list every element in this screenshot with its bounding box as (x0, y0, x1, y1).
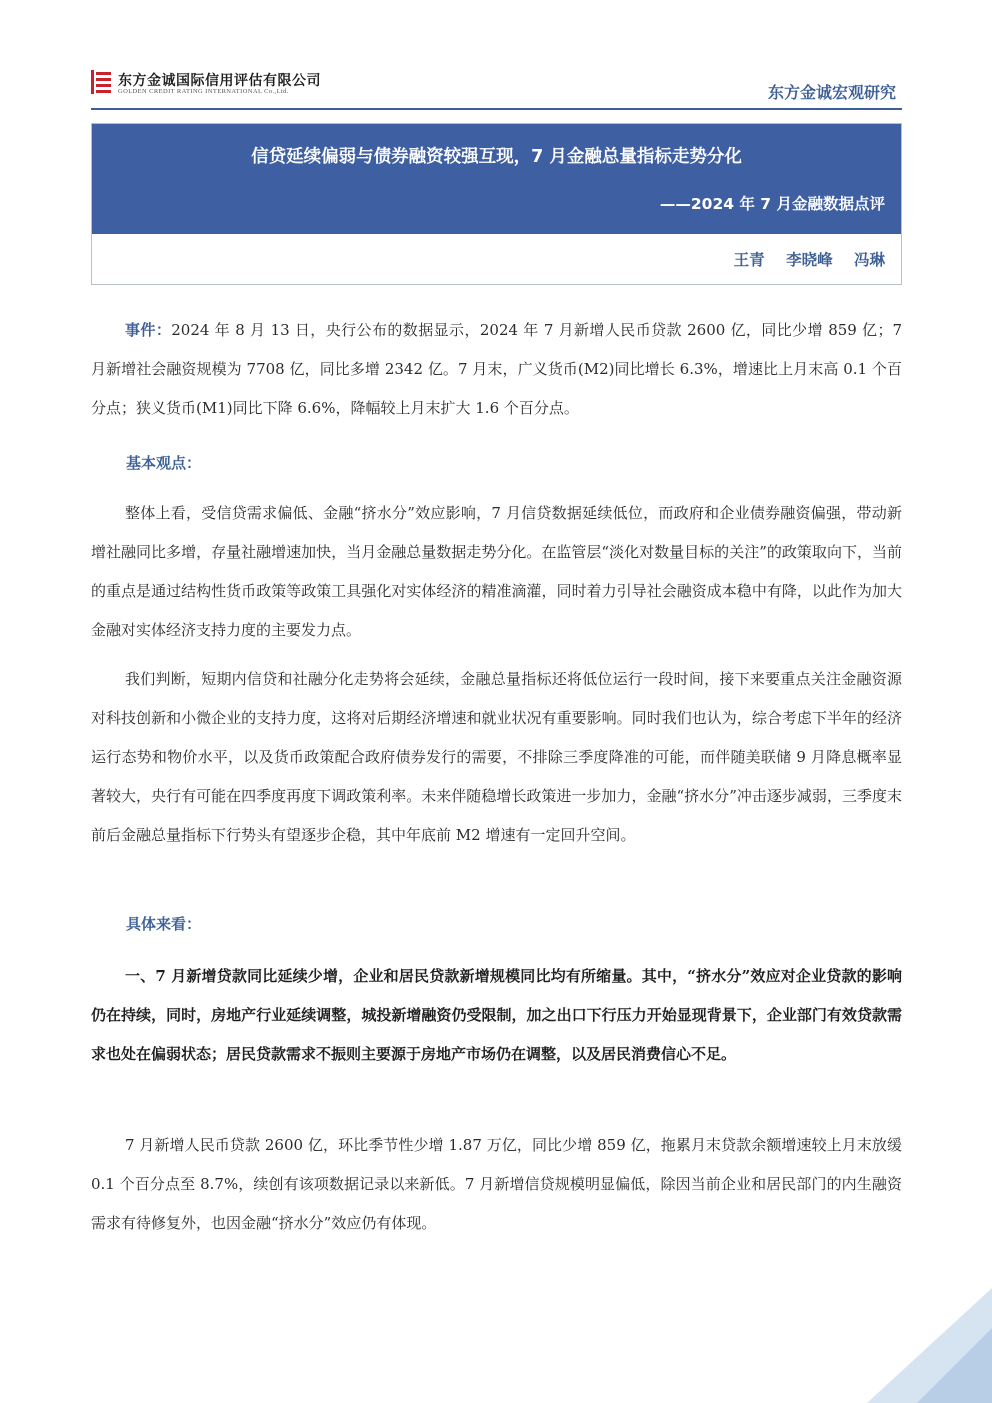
header-divider (91, 108, 902, 110)
report-title: 信贷延续偏弱与债券融资较强互现，7 月金融总量指标走势分化 (251, 147, 742, 167)
page-header (0, 0, 992, 118)
detail-paragraph: 7 月新增人民币贷款 2600 亿，环比季节性少增 1.87 万亿，同比少增 859 亿，拖累月末贷款余额增速较上月末放缓 0.1 个百分点至 8.7%，续创有该项数据记录以来新低。7 月新增信贷规模明显偏低，除因当前企业和居民部门的内生融资需求有待修复外，也因金融“挤水分”效应仍有体现。 (91, 1136, 902, 1232)
author-name: 王青 (733, 251, 765, 269)
company-name-cn: 东方金诚国际信用评估有限公司 (118, 73, 321, 89)
basic-view-paragraph-2: 我们判断，短期内信贷和社融分化走势将会延续，金融总量指标还将低位运行一段时间，接下来要重点关注金融资源对科技创新和小微企业的支持力度，这将对后期经济增速和就业状况有重要影响。同时我们也认为，综合考虑下半年的经济运行态势和物价水平，以及货币政策配合政府债券发行的需要，不排除三季度降准的可能，而伴随美联储 9 月降息概率显著较大，央行有可能在四季度再度下调政策利率。未来伴随稳增长政策进一步加力，金融“挤水分”冲击逐步减弱，三季度末前后金融总量指标下行势头有望逐步企稳，其中年底前 M2 增速有一定回升空间。 (91, 670, 902, 844)
report-subtitle: ——2024 年 7 月金融数据点评 (659, 195, 885, 213)
event-label: 事件： (125, 321, 172, 339)
basic-view-paragraph-1: 整体上看，受信贷需求偏低、金融“挤水分”效应影响，7 月信贷数据延续低位，而政府和企业债券融资偏强，带动新增社融同比多增，存量社融增速加快，当月金融总量数据走势分化。在监管层“淡化对数量目标的关注”的政策取向下，当前的重点是通过结构性货币政策等政策工具强化对实体经济的精准滴灌，同时着力引导社会融资成本稳中有降，以此作为加大金融对实体经济支持力度的主要发力点。 (91, 504, 902, 639)
detail-heading: 具体来看： (126, 915, 202, 933)
title-banner (92, 124, 901, 234)
detail-bold-paragraph: 一、7 月新增贷款同比延续少增，企业和居民贷款新增规模同比均有所缩量。其中，“挤水分”效应对企业贷款的影响仍在持续，同时，房地产行业延续调整，城投新增融资仍受限制，加之出口下行压力开始显现背景下，企业部门有效贷款需求也处在偏弱状态；居民贷款需求不振则主要源于房地产市场仍在调整，以及居民消费信心不足。 (91, 967, 902, 1063)
event-paragraph (91, 311, 902, 428)
event-text: 2024 年 8 月 13 日，央行公布的数据显示，2024 年 7 月新增人民币贷款 2600 亿，同比少增 859 亿；7 月新增社会融资规模为 7708 亿，同比多增 2342 亿。7 月末，广义货币(M2)同比增长 6.3%，增速比上月末高 0.1 个百分点；狭义货币(M1)同比下降 6.6%，降幅较上月末扩大 1.6 个百分点。 (91, 321, 902, 417)
page-number: 1 (925, 1316, 934, 1331)
author-name: 李晓峰 (786, 251, 833, 269)
author-list (718, 248, 885, 270)
research-brand: 东方金诚宏观研究 (767, 83, 896, 102)
company-name-en: GOLDEN CREDIT RATING INTERNATIONAL Co.,Ltd. (118, 88, 289, 95)
company-logo-icon (91, 70, 113, 94)
basic-view-heading: 基本观点： (126, 454, 202, 472)
corner-decoration (752, 1288, 992, 1403)
report-title-box (91, 123, 902, 285)
author-name: 冯琳 (853, 251, 885, 269)
